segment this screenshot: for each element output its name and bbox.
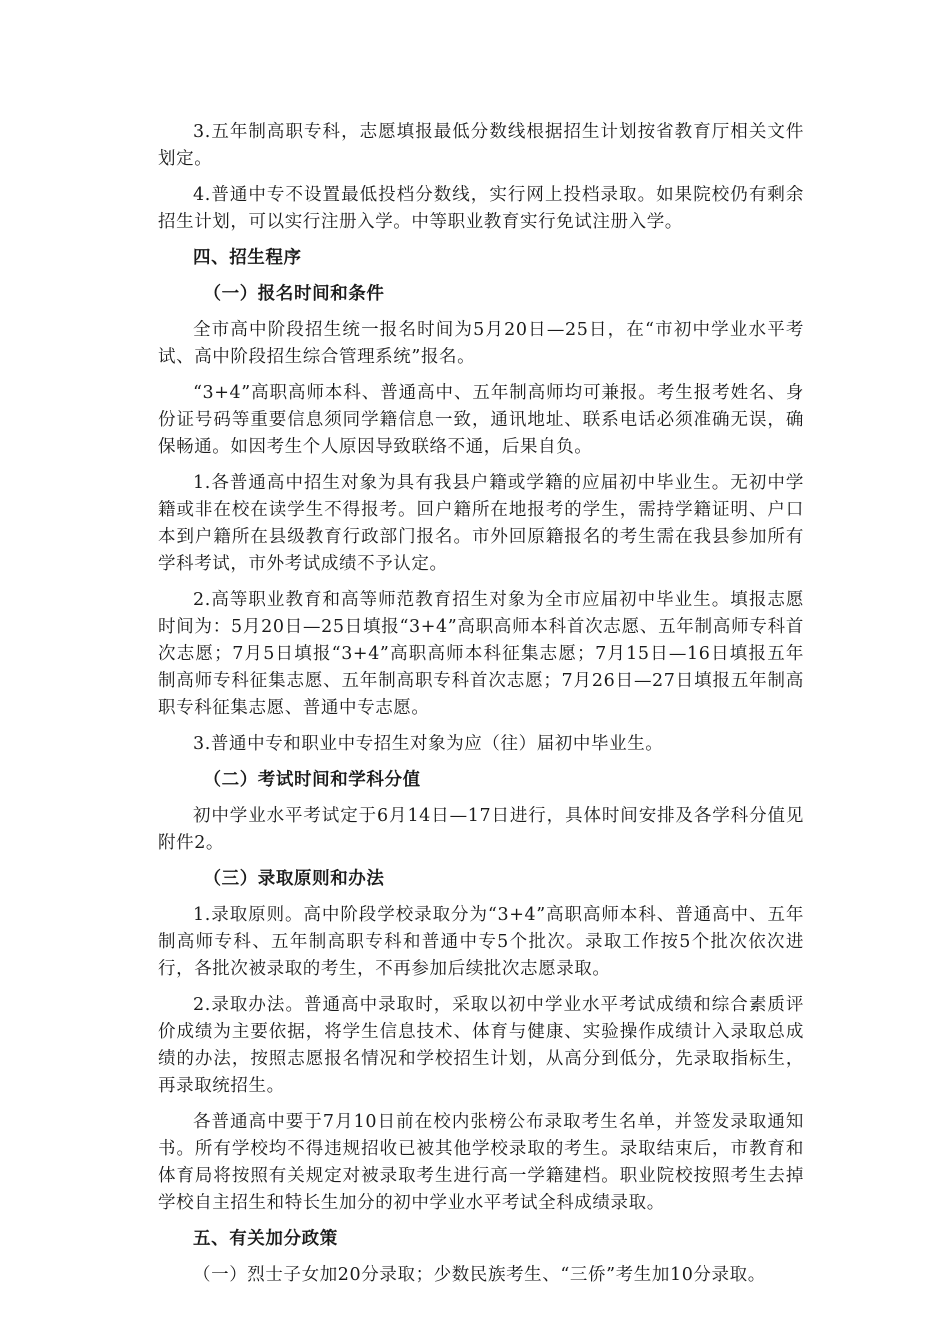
paragraph: 3.普通中专和职业中专招生对象为应（往）届初中毕业生。 [193,734,664,754]
paragraph: 2.高等职业教育和高等师范教育招生对象为全市应届初中毕业生。填报志愿时间为：5月20日—25日填报“3+4”高职高师本科首次志愿、五年制高师专科首次志愿；7月5日填报“3+4”高职高师本科征集志愿；7月15日—16日填报五年制高师专科征集志愿、五年制高职专科首次志愿；7月26日—27日填报五年制高职专科征集志愿、普通中专志愿。 [158,590,804,718]
section-heading: 五、有关加分政策 [193,1229,338,1249]
paragraph: 全市高中阶段招生统一报名时间为5月20日—25日，在“市初中学业水平考试、高中阶段招生综合管理系统”报名。 [158,320,804,367]
paragraph: 2.录取办法。普通高中录取时，采取以初中学业水平考试成绩和综合素质评价成绩为主要依据，将学生信息技术、体育与健康、实验操作成绩计入录取总成绩的办法，按照志愿报名情况和学校招生计划，从高分到低分，先录取指标生，再录取统招生。 [158,995,804,1096]
paragraph: 1.录取原则。高中阶段学校录取分为“3+4”高职高师本科、普通高中、五年制高师专科、五年制高职专科和普通中专5个批次。录取工作按5个批次依次进行，各批次被录取的考生，不再参加后续批次志愿录取。 [158,905,804,979]
paragraph: 1.各普通高中招生对象为具有我县户籍或学籍的应届初中毕业生。无初中学籍或非在校在读学生不得报考。回户籍所在地报考的学生，需持学籍证明、户口本到户籍所在县级教育行政部门报名。市外回原籍报名的考生需在我县参加所有学科考试，市外考试成绩不予认定。 [158,473,804,574]
document-page [158,119,804,1298]
paragraph: 4.普通中专不设置最低投档分数线，实行网上投档录取。如果院校仍有剩余招生计划，可以实行注册入学。中等职业教育实行免试注册入学。 [158,185,804,232]
paragraph: 初中学业水平考试定于6月14日—17日进行，具体时间安排及各学科分值见附件2。 [158,806,804,853]
subsection-heading: （二）考试时间和学科分值 [203,770,421,790]
paragraph: “3+4”高职高师本科、普通高中、五年制高师均可兼报。考生报考姓名、身份证号码等重要信息须同学籍信息一致，通讯地址、联系电话必须准确无误，确保畅通。如因考生个人原因导致联络不通，后果自负。 [158,383,804,457]
subsection-heading: （一）报名时间和条件 [203,284,385,304]
subsection-heading: （三）录取原则和办法 [203,869,385,889]
paragraph: （一）烈士子女加20分录取；少数民族考生、“三侨”考生加10分录取。 [193,1265,766,1285]
section-heading: 四、招生程序 [193,248,302,268]
paragraph: 3.五年制高职专科，志愿填报最低分数线根据招生计划按省教育厅相关文件划定。 [158,122,804,169]
paragraph: 各普通高中要于7月10日前在校内张榜公布录取考生名单，并签发录取通知书。所有学校均不得违规招收已被其他学校录取的考生。录取结束后，市教育和体育局将按照有关规定对被录取考生进行高一学籍建档。职业院校按照考生去掉学校自主招生和特长生加分的初中学业水平考试全科成绩录取。 [158,1112,804,1213]
